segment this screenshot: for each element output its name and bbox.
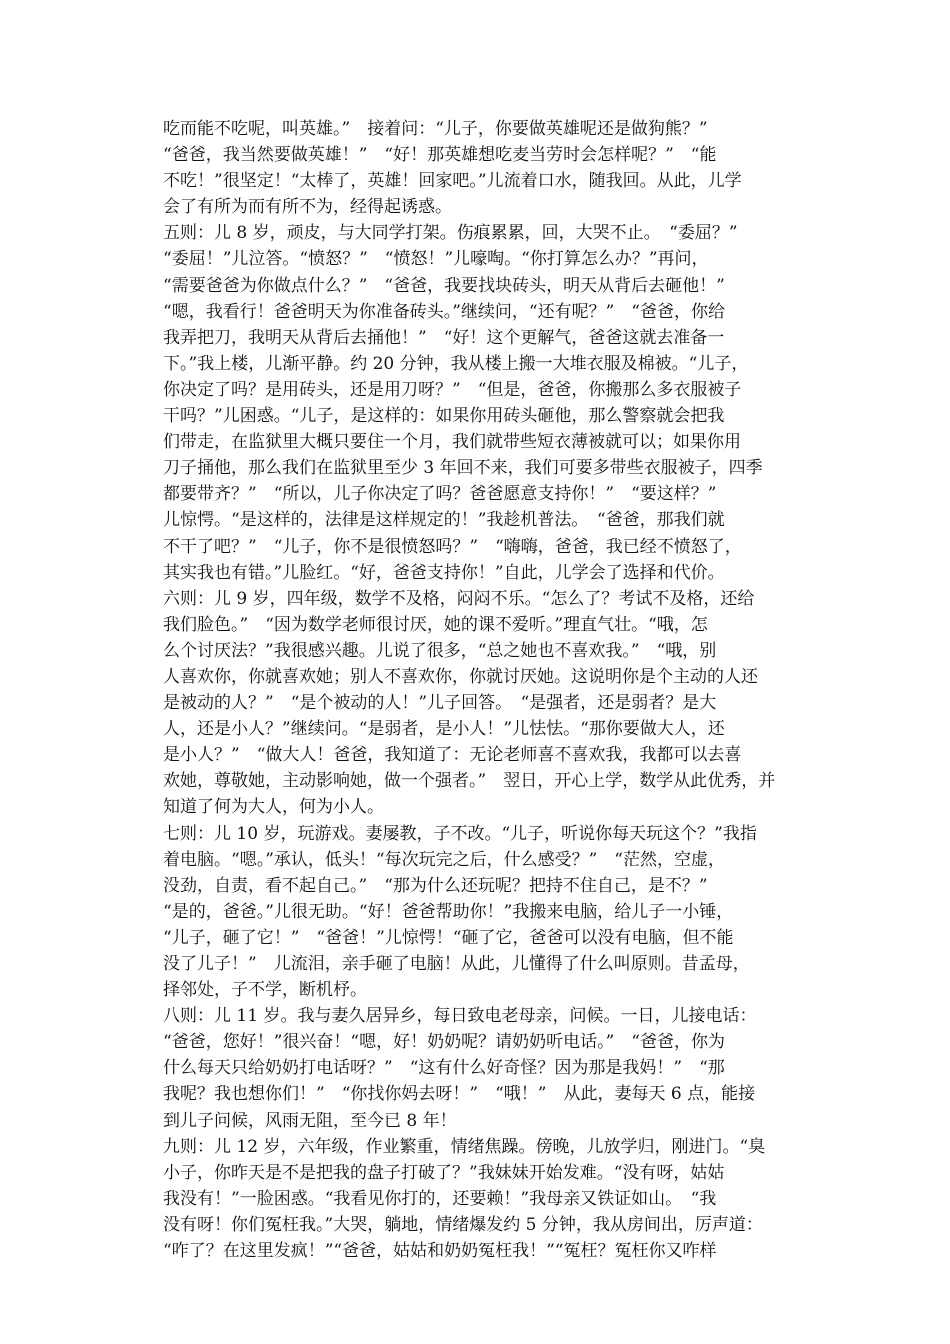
text-line: 干吗？”儿困惑。“儿子，是这样的：如果你用砖头砸他，那么警察就会把我 <box>163 406 725 427</box>
text-line: 儿惊愕。“是这样的，法律是这样规定的！”我趁机普法。 “爸爸，那我们就 <box>163 510 725 531</box>
text-line: 小子，你昨天是不是把我的盘子打破了？”我妹妹开始发难。“没有呀，姑姑 <box>163 1162 725 1183</box>
text-line: 欢她，尊敬她，主动影响她，做一个强者。” 翌日，开心上学，数学从此优秀，并 <box>163 771 776 792</box>
text-line: 是被动的人？” “是个被动的人！”儿子回答。 “是强者，还是弱者？是大 <box>163 693 717 714</box>
document-page <box>163 116 815 1264</box>
text-line: 刀子捅他，那么我们在监狱里至少 3 年回不来，我们可要多带些衣服被子，四季 <box>163 458 763 479</box>
text-line: 下。”我上楼，儿渐平静。约 20 分钟，我从楼上搬一大堆衣服及棉被。“儿子， <box>163 353 749 374</box>
text-line: 六则：儿 9 岁，四年级，数学不及格，闷闷不乐。“怎么了？考试不及格，还给 <box>163 588 755 609</box>
text-line: 择邻处，子不学，断机杼。 <box>163 980 367 1001</box>
text-line: “爸爸，我当然要做英雄！” “好！那英雄想吃麦当劳时会怎样呢？” “能 <box>163 145 717 166</box>
text-line: 知道了何为大人，何为小人。 <box>163 797 384 818</box>
text-line: 九则：儿 12 岁，六年级，作业繁重，情绪焦躁。傍晚，儿放学归，刚进门。“臭 <box>163 1136 766 1157</box>
text-line: 不吃！”很坚定！“太棒了，英雄！回家吧。”儿流着口水，随我回。从此，儿学 <box>163 171 742 192</box>
text-line: 我弄把刀，我明天从背后去捅他！” “好！这个更解气，爸爸这就去准备一 <box>163 327 725 348</box>
text-line: 你决定了吗？是用砖头，还是用刀呀？” “但是，爸爸，你搬那么多衣服被子 <box>163 379 742 400</box>
text-line: 五则：儿 8 岁，顽皮，与大同学打架。伤痕累累，回，大哭不止。 “委屈？” <box>163 223 738 244</box>
text-line: “委屈！”儿泣答。“愤怒？” “愤怒！”儿嚎啕。“你打算怎么办？”再问， <box>163 249 709 270</box>
text-line: “是的，爸爸。”儿很无助。“好！爸爸帮助你！”我搬来电脑，给儿子一小锤， <box>163 901 734 922</box>
text-line: “需要爸爸为你做点什么？” “爸爸，我要找块砖头，明天从背后去砸他！” <box>163 275 725 296</box>
text-line: 不干了吧？” “儿子，你不是很愤怒吗？” “嗨嗨，爸爸，我已经不愤怒了， <box>163 536 742 557</box>
text-line: 我们脸色。” “因为数学老师很讨厌，她的课不爱听。”理直气壮。“哦，怎 <box>163 614 708 635</box>
document-body <box>163 116 815 1264</box>
text-line: 八则：儿 11 岁。我与妻久居异乡，每日致电老母亲，问候。一日，儿接电话： <box>163 1006 757 1027</box>
text-line: 吃而能不吃呢，叫英雄。” 接着问：“儿子，你要做英雄呢还是做狗熊？” <box>163 119 708 139</box>
text-line: “爸爸，您好！”很兴奋！“嗯，好！奶奶呢？请奶奶听电话。” “爸爸，你为 <box>163 1032 725 1053</box>
text-line: 七则：儿 10 岁，玩游戏。妻屡教，子不改。“儿子，听说你每天玩这个？”我指 <box>163 823 757 844</box>
text-line: 什么每天只给奶奶打电话呀？” “这有什么好奇怪？因为那是我妈！” “那 <box>163 1058 725 1079</box>
text-line: 么个讨厌法？”我很感兴趣。儿说了很多，“总之她也不喜欢我。” “哦，别 <box>163 640 717 661</box>
text-line: 们带走，在监狱里大概只要住一个月，我们就带些短衣薄被就可以；如果你用 <box>163 432 741 453</box>
text-line: 人，还是小人？”继续问。“是弱者，是小人！”儿怯怯。“那你要做大人，还 <box>163 719 725 740</box>
text-line: “嗯，我看行！爸爸明天为你准备砖头。”继续问，“还有呢？” “爸爸，你给 <box>163 301 725 322</box>
text-line: 到儿子问候，风雨无阻，至今已 8 年！ <box>163 1110 457 1131</box>
text-line: 其实我也有错。”儿脸红。“好，爸爸支持你！”自此，儿学会了选择和代价。 <box>163 562 725 583</box>
text-line: 着电脑。“嗯。”承认，低头！“每次玩完之后，什么感受？” “茫然，空虚， <box>163 849 725 870</box>
text-line: 没有呀！你们冤枉我。”大哭，躺地，情绪爆发约 5 分钟，我从房间出，厉声道： <box>163 1214 763 1235</box>
text-line: 没了儿子！” 儿流泪，亲手砸了电脑！从此，儿懂得了什么叫原则。昔孟母， <box>163 954 750 974</box>
text-line: 会了有所为而有所不为，经得起诱惑。 <box>163 197 452 218</box>
text-line: 没劲，自责，看不起自己。” “那为什么还玩呢？把持不住自己，是不？” <box>163 875 708 896</box>
text-line: 人喜欢你，你就喜欢她；别人不喜欢你，你就讨厌她。这说明你是个主动的人还 <box>163 666 758 687</box>
text-line: “儿子，砸了它！” “爸爸！”儿惊愕！“砸了它，爸爸可以没有电脑，但不能 <box>163 927 734 948</box>
text-line: 是小人？” “做大人！爸爸，我知道了：无论老师喜不喜欢我，我都可以去喜 <box>163 745 742 766</box>
text-line: 都要带齐？” “所以，儿子你决定了吗？爸爸愿意支持你！” “要这样？” <box>163 484 717 505</box>
text-line: 我没有！”一脸困惑。“我看见你打的，还要赖！”我母亲又铁证如山。 “我 <box>163 1188 717 1209</box>
text-line: “咋了？在这里发疯！”“爸爸，姑姑和奶奶冤枉我！”“冤枉？冤枉你又咋样 <box>163 1241 717 1262</box>
text-line: 我呢？我也想你们！” “你找你妈去呀！” “哦！” 从此，妻每天 6 点，能接 <box>163 1084 756 1105</box>
